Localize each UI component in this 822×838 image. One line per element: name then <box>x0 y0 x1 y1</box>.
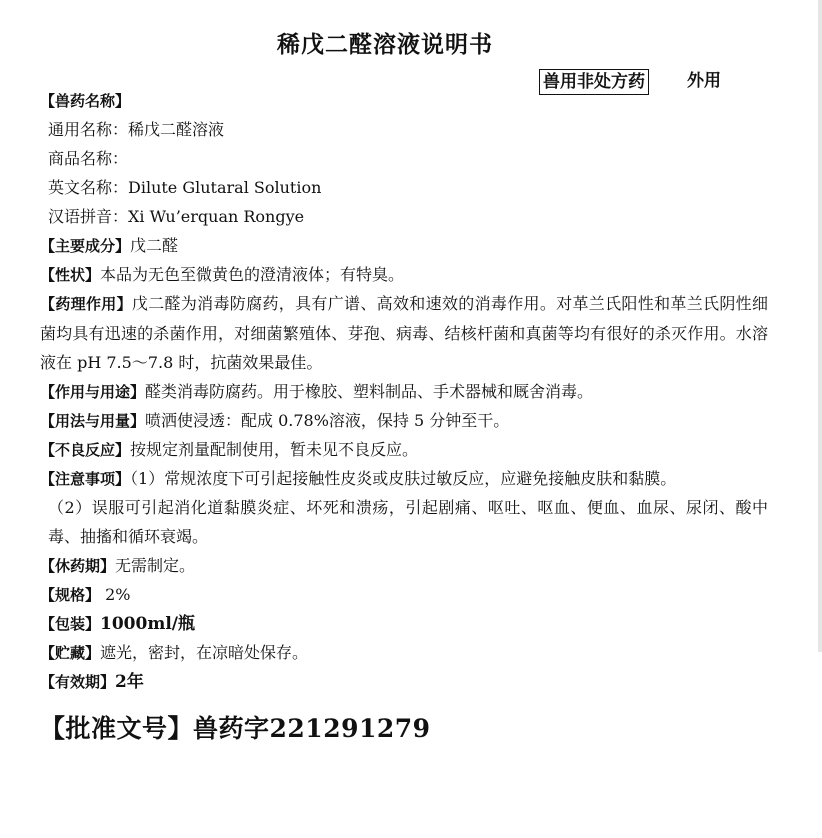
section-withdrawal <box>40 551 768 580</box>
validity-heading: 【有效期】 <box>40 673 116 691</box>
precautions-heading: 【注意事项】 <box>40 470 131 488</box>
ingredient-heading: 【主要成分】 <box>40 237 131 255</box>
section-ingredient <box>40 231 768 260</box>
storage-value: 遮光，密封，在凉暗处保存。 <box>100 643 309 662</box>
pinyin-name-line: 汉语拼音：Xi Wu’erquan Rongye <box>48 207 305 226</box>
approval-value: 兽药字221291279 <box>193 714 431 743</box>
section-adverse <box>40 435 768 464</box>
trade-name-line: 商品名称： <box>48 149 129 168</box>
right-edge-scrollbar[interactable] <box>818 0 822 652</box>
dosage-heading: 【用法与用量】 <box>40 412 146 430</box>
pharmacology-value: 戊二醛为消毒防腐药，具有广谱、高效和速效的消毒作用。对革兰氏阳性和革兰氏阴性细菌均具有迅速的杀菌作用，对细菌繁殖体、芽孢、病毒、结核杆菌和真菌等均有很好的杀灭作用。水溶液在 pH 7.5～7.8 时，抗菌效果最佳。 <box>40 294 768 372</box>
generic-name-line: 通用名称：稀戊二醛溶液 <box>48 120 225 139</box>
section-precautions <box>40 464 768 493</box>
usage-heading: 【作用与用途】 <box>40 383 146 401</box>
usage-value: 醛类消毒防腐药。用于橡胶、塑料制品、手术器械和厩舍消毒。 <box>145 382 594 401</box>
description-heading: 【性状】 <box>40 266 101 284</box>
withdrawal-value: 无需制定。 <box>115 556 196 575</box>
section-spec <box>40 580 768 609</box>
section-drug-name <box>40 86 768 115</box>
section-package <box>40 609 768 638</box>
pharmacology-heading: 【药理作用】 <box>40 295 132 313</box>
withdrawal-heading: 【休药期】 <box>40 557 116 575</box>
section-dosage <box>40 406 768 435</box>
adverse-heading: 【不良反应】 <box>40 441 131 459</box>
english-name-line: 英文名称：Dilute Glutaral Solution <box>48 178 322 197</box>
ingredient-value: 戊二醛 <box>130 236 179 255</box>
otc-badge: 兽用非处方药 <box>539 69 649 95</box>
document-body <box>40 86 768 696</box>
section-storage <box>40 638 768 667</box>
spec-value: 2% <box>100 585 131 604</box>
dosage-value: 喷洒使浸透：配成 0.78%溶液，保持 5 分钟至干。 <box>145 411 510 430</box>
spec-heading: 【规格】 <box>40 586 101 604</box>
approval-label: 【批准文号】 <box>40 714 194 743</box>
approval-number <box>40 709 431 745</box>
section-pharmacology <box>40 289 768 377</box>
precautions-value-1: （1）常规浓度下可引起接触性皮炎或皮肤过敏反应，应避免接触皮肤和黏膜。 <box>130 469 677 488</box>
section-description <box>40 260 768 289</box>
drug-name-heading: 【兽药名称】 <box>40 92 131 110</box>
precautions-value-2: （2）误服可引起消化道黏膜炎症、坏死和溃疡，引起剧痛、呕吐、呕血、便血、血尿、尿闭、酸中毒、抽搐和循环衰竭。 <box>48 498 768 546</box>
section-usage <box>40 377 768 406</box>
storage-heading: 【贮藏】 <box>40 644 101 662</box>
description-value: 本品为无色至微黄色的澄清液体；有特臭。 <box>100 265 405 284</box>
adverse-value: 按规定剂量配制使用，暂未见不良反应。 <box>130 440 419 459</box>
document-title: 稀戊二醛溶液说明书 <box>277 31 493 58</box>
external-use-label: 外用 <box>687 71 721 91</box>
package-value: 1000ml/瓶 <box>100 614 195 634</box>
section-validity <box>40 667 768 696</box>
validity-value: 2年 <box>115 672 144 692</box>
package-heading: 【包装】 <box>40 615 101 633</box>
